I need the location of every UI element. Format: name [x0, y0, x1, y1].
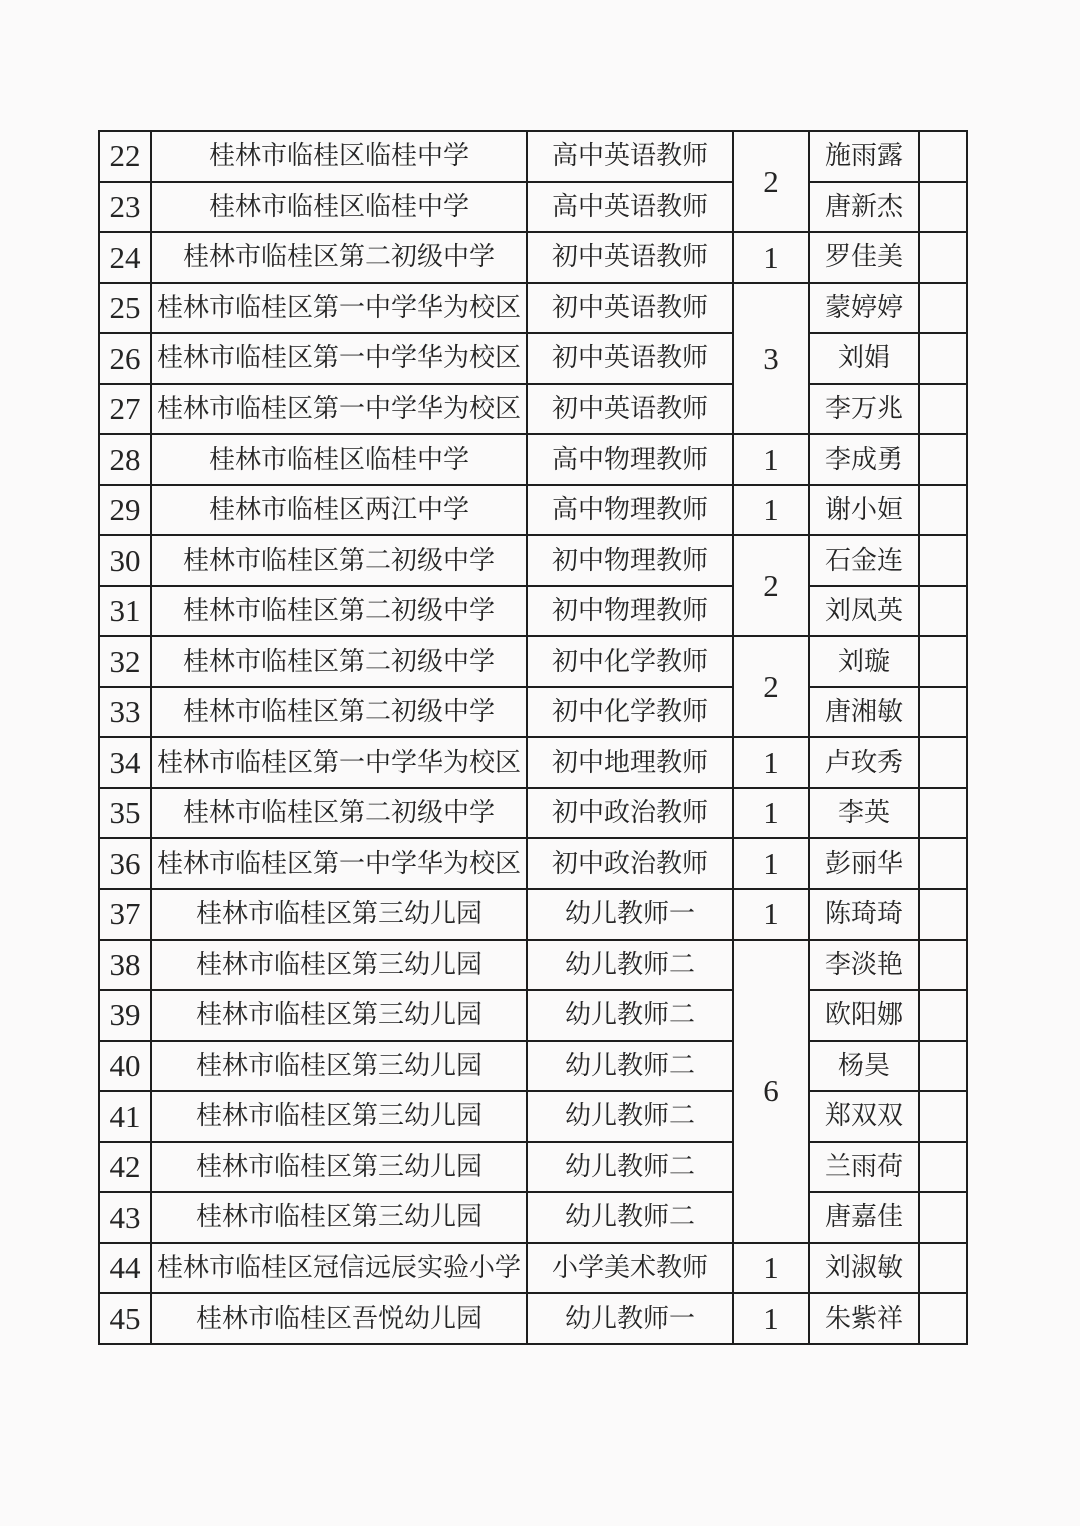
table-row	[99, 586, 967, 637]
row-number-cell: 29	[99, 485, 151, 536]
table-row	[99, 535, 967, 586]
remark-cell	[919, 687, 967, 738]
school-cell: 桂林市临桂区两江中学	[151, 485, 527, 536]
remark-cell	[919, 636, 967, 687]
table-row	[99, 182, 967, 233]
remark-cell	[919, 1091, 967, 1142]
count-cell: 1	[733, 1243, 809, 1294]
remark-cell	[919, 1041, 967, 1092]
position-cell: 小学美术教师	[527, 1243, 733, 1294]
remark-cell	[919, 283, 967, 334]
row-number-cell: 24	[99, 232, 151, 283]
row-number-cell: 31	[99, 586, 151, 637]
row-number-cell: 28	[99, 434, 151, 485]
count-cell: 1	[733, 434, 809, 485]
remark-cell	[919, 940, 967, 991]
row-number-cell: 44	[99, 1243, 151, 1294]
row-number-cell: 45	[99, 1293, 151, 1344]
row-number-cell: 34	[99, 737, 151, 788]
table-row	[99, 737, 967, 788]
count-cell: 1	[733, 889, 809, 940]
position-cell: 幼儿教师二	[527, 1192, 733, 1243]
name-cell: 施雨露	[809, 131, 919, 182]
table-row	[99, 434, 967, 485]
position-cell: 高中物理教师	[527, 485, 733, 536]
remark-cell	[919, 1192, 967, 1243]
remark-cell	[919, 788, 967, 839]
name-cell: 唐嘉佳	[809, 1192, 919, 1243]
name-cell: 兰雨荷	[809, 1142, 919, 1193]
school-cell: 桂林市临桂区临桂中学	[151, 434, 527, 485]
row-number-cell: 41	[99, 1091, 151, 1142]
name-cell: 罗佳美	[809, 232, 919, 283]
remark-cell	[919, 889, 967, 940]
count-cell: 3	[733, 283, 809, 435]
position-cell: 初中英语教师	[527, 232, 733, 283]
school-cell: 桂林市临桂区第一中学华为校区	[151, 838, 527, 889]
table-row	[99, 889, 967, 940]
school-cell: 桂林市临桂区第三幼儿园	[151, 1192, 527, 1243]
position-cell: 初中英语教师	[527, 384, 733, 435]
name-cell: 石金连	[809, 535, 919, 586]
table-row	[99, 384, 967, 435]
school-cell: 桂林市临桂区第一中学华为校区	[151, 333, 527, 384]
name-cell: 谢小姮	[809, 485, 919, 536]
school-cell: 桂林市临桂区第二初级中学	[151, 687, 527, 738]
table-row	[99, 1192, 967, 1243]
position-cell: 高中英语教师	[527, 182, 733, 233]
school-cell: 桂林市临桂区第二初级中学	[151, 232, 527, 283]
remark-cell	[919, 1293, 967, 1344]
row-number-cell: 43	[99, 1192, 151, 1243]
remark-cell	[919, 434, 967, 485]
name-cell: 唐新杰	[809, 182, 919, 233]
table-row	[99, 485, 967, 536]
school-cell: 桂林市临桂区第三幼儿园	[151, 940, 527, 991]
school-cell: 桂林市临桂区第二初级中学	[151, 535, 527, 586]
table-row	[99, 1041, 967, 1092]
school-cell: 桂林市临桂区第二初级中学	[151, 788, 527, 839]
row-number-cell: 33	[99, 687, 151, 738]
school-cell: 桂林市临桂区第三幼儿园	[151, 889, 527, 940]
name-cell: 彭丽华	[809, 838, 919, 889]
school-cell: 桂林市临桂区第一中学华为校区	[151, 737, 527, 788]
remark-cell	[919, 1243, 967, 1294]
table-row	[99, 1091, 967, 1142]
table-row	[99, 990, 967, 1041]
table-row	[99, 636, 967, 687]
table-row	[99, 1243, 967, 1294]
name-cell: 刘璇	[809, 636, 919, 687]
school-cell: 桂林市临桂区第三幼儿园	[151, 1041, 527, 1092]
row-number-cell: 32	[99, 636, 151, 687]
row-number-cell: 35	[99, 788, 151, 839]
row-number-cell: 37	[99, 889, 151, 940]
position-cell: 初中物理教师	[527, 535, 733, 586]
name-cell: 欧阳娜	[809, 990, 919, 1041]
position-cell: 初中化学教师	[527, 687, 733, 738]
school-cell: 桂林市临桂区第二初级中学	[151, 636, 527, 687]
roster-table-body	[99, 131, 967, 1344]
school-cell: 桂林市临桂区第三幼儿园	[151, 990, 527, 1041]
position-cell: 幼儿教师二	[527, 1142, 733, 1193]
row-number-cell: 22	[99, 131, 151, 182]
position-cell: 幼儿教师一	[527, 889, 733, 940]
name-cell: 李英	[809, 788, 919, 839]
row-number-cell: 27	[99, 384, 151, 435]
school-cell: 桂林市临桂区吾悦幼儿园	[151, 1293, 527, 1344]
row-number-cell: 30	[99, 535, 151, 586]
table-row	[99, 788, 967, 839]
row-number-cell: 39	[99, 990, 151, 1041]
school-cell: 桂林市临桂区临桂中学	[151, 182, 527, 233]
school-cell: 桂林市临桂区第一中学华为校区	[151, 283, 527, 334]
position-cell: 幼儿教师一	[527, 1293, 733, 1344]
table-row	[99, 838, 967, 889]
name-cell: 朱紫祥	[809, 1293, 919, 1344]
position-cell: 幼儿教师二	[527, 1041, 733, 1092]
row-number-cell: 26	[99, 333, 151, 384]
position-cell: 高中物理教师	[527, 434, 733, 485]
table-row	[99, 1142, 967, 1193]
position-cell: 初中政治教师	[527, 788, 733, 839]
name-cell: 郑双双	[809, 1091, 919, 1142]
remark-cell	[919, 485, 967, 536]
table-row	[99, 1293, 967, 1344]
remark-cell	[919, 384, 967, 435]
school-cell: 桂林市临桂区第三幼儿园	[151, 1142, 527, 1193]
count-cell: 1	[733, 838, 809, 889]
school-cell: 桂林市临桂区临桂中学	[151, 131, 527, 182]
remark-cell	[919, 990, 967, 1041]
table-row	[99, 687, 967, 738]
count-cell: 6	[733, 940, 809, 1243]
count-cell: 2	[733, 131, 809, 232]
count-cell: 2	[733, 636, 809, 737]
count-cell: 1	[733, 737, 809, 788]
table-row	[99, 333, 967, 384]
remark-cell	[919, 535, 967, 586]
remark-cell	[919, 838, 967, 889]
name-cell: 刘凤英	[809, 586, 919, 637]
row-number-cell: 42	[99, 1142, 151, 1193]
count-cell: 2	[733, 535, 809, 636]
school-cell: 桂林市临桂区冠信远辰实验小学	[151, 1243, 527, 1294]
count-cell: 1	[733, 232, 809, 283]
position-cell: 幼儿教师二	[527, 1091, 733, 1142]
row-number-cell: 23	[99, 182, 151, 233]
count-cell: 1	[733, 788, 809, 839]
table-row	[99, 940, 967, 991]
name-cell: 刘淑敏	[809, 1243, 919, 1294]
position-cell: 初中物理教师	[527, 586, 733, 637]
school-cell: 桂林市临桂区第二初级中学	[151, 586, 527, 637]
row-number-cell: 36	[99, 838, 151, 889]
position-cell: 幼儿教师二	[527, 990, 733, 1041]
name-cell: 刘娟	[809, 333, 919, 384]
remark-cell	[919, 333, 967, 384]
remark-cell	[919, 1142, 967, 1193]
position-cell: 初中英语教师	[527, 283, 733, 334]
position-cell: 初中地理教师	[527, 737, 733, 788]
count-cell: 1	[733, 485, 809, 536]
name-cell: 李淡艳	[809, 940, 919, 991]
name-cell: 李成勇	[809, 434, 919, 485]
recruitment-roster-table	[98, 130, 968, 1345]
position-cell: 幼儿教师二	[527, 940, 733, 991]
remark-cell	[919, 182, 967, 233]
name-cell: 李万兆	[809, 384, 919, 435]
name-cell: 蒙婷婷	[809, 283, 919, 334]
row-number-cell: 40	[99, 1041, 151, 1092]
row-number-cell: 25	[99, 283, 151, 334]
row-number-cell: 38	[99, 940, 151, 991]
name-cell: 杨昊	[809, 1041, 919, 1092]
name-cell: 唐湘敏	[809, 687, 919, 738]
table-row	[99, 283, 967, 334]
remark-cell	[919, 131, 967, 182]
school-cell: 桂林市临桂区第三幼儿园	[151, 1091, 527, 1142]
remark-cell	[919, 737, 967, 788]
position-cell: 初中政治教师	[527, 838, 733, 889]
position-cell: 高中英语教师	[527, 131, 733, 182]
count-cell: 1	[733, 1293, 809, 1344]
position-cell: 初中英语教师	[527, 333, 733, 384]
table-row	[99, 131, 967, 182]
school-cell: 桂林市临桂区第一中学华为校区	[151, 384, 527, 435]
remark-cell	[919, 586, 967, 637]
table-row	[99, 232, 967, 283]
name-cell: 陈琦琦	[809, 889, 919, 940]
remark-cell	[919, 232, 967, 283]
position-cell: 初中化学教师	[527, 636, 733, 687]
name-cell: 卢玫秀	[809, 737, 919, 788]
